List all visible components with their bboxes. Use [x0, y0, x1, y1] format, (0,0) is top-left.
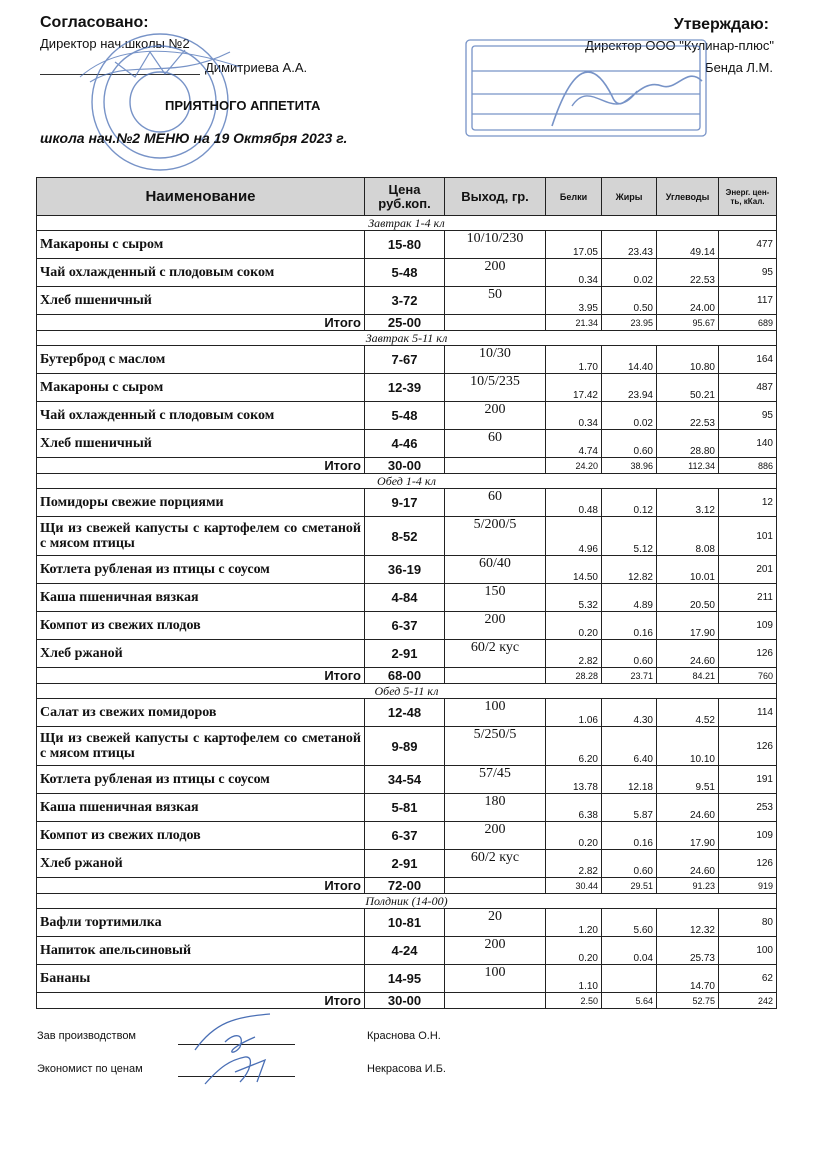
- dish-proteins: 0.34: [546, 402, 602, 430]
- total-output-empty: [445, 668, 546, 684]
- dish-output: 180: [445, 794, 546, 822]
- dish-output: 5/250/5: [445, 727, 546, 766]
- dish-name: Компот из свежих плодов: [37, 612, 365, 640]
- dish-carbs: 17.90: [657, 822, 719, 850]
- total-row: [37, 878, 777, 894]
- table-row: [37, 612, 777, 640]
- dish-price: 4-24: [365, 937, 445, 965]
- dish-proteins: 3.95: [546, 287, 602, 315]
- section-title: Завтрак 1-4 кл: [37, 216, 777, 231]
- dish-proteins: 6.38: [546, 794, 602, 822]
- table-row: [37, 822, 777, 850]
- total-carbs: 112.34: [657, 458, 719, 474]
- dish-fats: 5.60: [602, 909, 657, 937]
- dish-price: 2-91: [365, 640, 445, 668]
- dish-name: Чай охлажденный с плодовым соком: [37, 402, 365, 430]
- dish-output: 60/40: [445, 556, 546, 584]
- total-energy: 242: [719, 993, 777, 1009]
- dish-fats: 23.94: [602, 374, 657, 402]
- dish-carbs: 22.53: [657, 259, 719, 287]
- dish-proteins: 1.70: [546, 346, 602, 374]
- total-carbs: 52.75: [657, 993, 719, 1009]
- dish-name: Вафли тортимилка: [37, 909, 365, 937]
- dish-carbs: 24.60: [657, 640, 719, 668]
- dish-fats: 12.18: [602, 766, 657, 794]
- table-row: [37, 489, 777, 517]
- total-energy: 760: [719, 668, 777, 684]
- table-row: [37, 584, 777, 612]
- table-row: [37, 850, 777, 878]
- dish-energy: 126: [719, 727, 777, 766]
- dish-name: Хлеб ржаной: [37, 640, 365, 668]
- dish-energy: 80: [719, 909, 777, 937]
- total-row: [37, 315, 777, 331]
- dish-carbs: 50.21: [657, 374, 719, 402]
- total-proteins: 28.28: [546, 668, 602, 684]
- company-stamp: [462, 36, 712, 146]
- dish-price: 10-81: [365, 909, 445, 937]
- total-price: 30-00: [365, 458, 445, 474]
- table-row: [37, 699, 777, 727]
- dish-fats: 4.89: [602, 584, 657, 612]
- dish-price: 3-72: [365, 287, 445, 315]
- total-row: [37, 993, 777, 1009]
- dish-output: 100: [445, 965, 546, 993]
- total-fats: 5.64: [602, 993, 657, 1009]
- total-price: 30-00: [365, 993, 445, 1009]
- dish-output: 200: [445, 822, 546, 850]
- dish-fats: [602, 965, 657, 993]
- total-fats: 23.71: [602, 668, 657, 684]
- total-carbs: 91.23: [657, 878, 719, 894]
- total-proteins: 21.34: [546, 315, 602, 331]
- dish-proteins: 5.32: [546, 584, 602, 612]
- dish-carbs: 12.32: [657, 909, 719, 937]
- dish-fats: 0.60: [602, 430, 657, 458]
- dish-name: Напиток апельсиновый: [37, 937, 365, 965]
- dish-name: Помидоры свежие порциями: [37, 489, 365, 517]
- dish-proteins: 0.20: [546, 937, 602, 965]
- dish-name: Котлета рубленая из птицы с соусом: [37, 766, 365, 794]
- dish-name: Чай охлажденный с плодовым соком: [37, 259, 365, 287]
- economist-name: Некрасова И.Б.: [367, 1063, 446, 1075]
- confirmer-name: Бенда Л.М.: [705, 60, 773, 75]
- col-header-proteins: Белки: [546, 178, 602, 216]
- dish-output: 100: [445, 699, 546, 727]
- dish-energy: 62: [719, 965, 777, 993]
- dish-energy: 253: [719, 794, 777, 822]
- dish-proteins: 2.82: [546, 850, 602, 878]
- dish-carbs: 17.90: [657, 612, 719, 640]
- dish-carbs: 10.01: [657, 556, 719, 584]
- total-price: 68-00: [365, 668, 445, 684]
- total-proteins: 2.50: [546, 993, 602, 1009]
- total-label: Итого: [37, 993, 365, 1009]
- dish-name: Хлеб ржаной: [37, 850, 365, 878]
- section-row: [37, 331, 777, 346]
- dish-name: Бутерброд с маслом: [37, 346, 365, 374]
- table-row: [37, 231, 777, 259]
- table-row: [37, 909, 777, 937]
- dish-name: Каша пшеничная вязкая: [37, 794, 365, 822]
- dish-output: 60/2 кус: [445, 850, 546, 878]
- table-header-row: [37, 178, 777, 216]
- production-label: Зав производством: [37, 1030, 136, 1042]
- total-row: [37, 458, 777, 474]
- table-row: [37, 937, 777, 965]
- total-fats: 29.51: [602, 878, 657, 894]
- dish-fats: 0.02: [602, 259, 657, 287]
- total-energy: 689: [719, 315, 777, 331]
- dish-fats: 4.30: [602, 699, 657, 727]
- dish-carbs: 24.60: [657, 794, 719, 822]
- dish-proteins: 4.74: [546, 430, 602, 458]
- table-row: [37, 794, 777, 822]
- dish-carbs: 10.80: [657, 346, 719, 374]
- dish-output: 50: [445, 287, 546, 315]
- section-row: [37, 894, 777, 909]
- dish-price: 8-52: [365, 517, 445, 556]
- dish-output: 10/30: [445, 346, 546, 374]
- section-row: [37, 474, 777, 489]
- section-row: [37, 216, 777, 231]
- dish-fats: 23.43: [602, 231, 657, 259]
- dish-fats: 0.60: [602, 850, 657, 878]
- col-header-name: Наименование: [37, 178, 365, 216]
- dish-name: Каша пшеничная вязкая: [37, 584, 365, 612]
- dish-energy: 477: [719, 231, 777, 259]
- dish-output: 5/200/5: [445, 517, 546, 556]
- dish-name: Хлеб пшеничный: [37, 430, 365, 458]
- dish-energy: 109: [719, 612, 777, 640]
- total-energy: 919: [719, 878, 777, 894]
- col-header-output: Выход, гр.: [445, 178, 546, 216]
- dish-fats: 14.40: [602, 346, 657, 374]
- confirm-heading: Утверждаю:: [673, 16, 769, 33]
- dish-proteins: 0.34: [546, 259, 602, 287]
- footer-signatures: [185, 1012, 295, 1090]
- approved-heading: Согласовано:: [40, 14, 149, 31]
- dish-carbs: 49.14: [657, 231, 719, 259]
- total-label: Итого: [37, 668, 365, 684]
- dish-proteins: 17.05: [546, 231, 602, 259]
- dish-fats: 6.40: [602, 727, 657, 766]
- dish-price: 5-48: [365, 402, 445, 430]
- dish-proteins: 0.20: [546, 822, 602, 850]
- col-header-fats: Жиры: [602, 178, 657, 216]
- dish-carbs: 14.70: [657, 965, 719, 993]
- dish-fats: 0.04: [602, 937, 657, 965]
- dish-proteins: 0.48: [546, 489, 602, 517]
- dish-energy: 95: [719, 259, 777, 287]
- col-header-carbs: Углеводы: [657, 178, 719, 216]
- dish-output: 10/5/235: [445, 374, 546, 402]
- table-row: [37, 402, 777, 430]
- dish-output: 60: [445, 430, 546, 458]
- dish-fats: 0.12: [602, 489, 657, 517]
- dish-proteins: 2.82: [546, 640, 602, 668]
- total-row: [37, 668, 777, 684]
- dish-carbs: 8.08: [657, 517, 719, 556]
- dish-name: Бананы: [37, 965, 365, 993]
- confirmer-position: Директор ООО "Кулинар-плюс": [585, 38, 774, 53]
- dish-output: 20: [445, 909, 546, 937]
- dish-name: Компот из свежих плодов: [37, 822, 365, 850]
- col-header-energy: Энерг. цен-ть, кКал.: [719, 178, 777, 216]
- dish-price: 5-48: [365, 259, 445, 287]
- dish-proteins: 0.20: [546, 612, 602, 640]
- dish-price: 6-37: [365, 822, 445, 850]
- dish-carbs: 25.73: [657, 937, 719, 965]
- economist-label: Экономист по ценам: [37, 1063, 143, 1075]
- dish-proteins: 1.06: [546, 699, 602, 727]
- section-title: Завтрак 5-11 кл: [37, 331, 777, 346]
- dish-price: 34-54: [365, 766, 445, 794]
- total-fats: 38.96: [602, 458, 657, 474]
- section-row: [37, 684, 777, 699]
- dish-price: 4-46: [365, 430, 445, 458]
- dish-fats: 12.82: [602, 556, 657, 584]
- dish-energy: 117: [719, 287, 777, 315]
- table-row: [37, 346, 777, 374]
- dish-output: 200: [445, 259, 546, 287]
- section-title: Обед 1-4 кл: [37, 474, 777, 489]
- dish-fats: 5.12: [602, 517, 657, 556]
- total-output-empty: [445, 993, 546, 1009]
- dish-price: 12-48: [365, 699, 445, 727]
- dish-output: 150: [445, 584, 546, 612]
- dish-energy: 201: [719, 556, 777, 584]
- table-row: [37, 766, 777, 794]
- total-label: Итого: [37, 458, 365, 474]
- dish-price: 36-19: [365, 556, 445, 584]
- dish-output: 200: [445, 402, 546, 430]
- total-carbs: 95.67: [657, 315, 719, 331]
- dish-proteins: 4.96: [546, 517, 602, 556]
- dish-carbs: 20.50: [657, 584, 719, 612]
- dish-price: 9-89: [365, 727, 445, 766]
- dish-price: 7-67: [365, 346, 445, 374]
- dish-output: 57/45: [445, 766, 546, 794]
- table-row: [37, 259, 777, 287]
- dish-energy: 211: [719, 584, 777, 612]
- dish-output: 200: [445, 612, 546, 640]
- total-energy: 886: [719, 458, 777, 474]
- total-carbs: 84.21: [657, 668, 719, 684]
- dish-proteins: 13.78: [546, 766, 602, 794]
- dish-output: 60/2 кус: [445, 640, 546, 668]
- total-fats: 23.95: [602, 315, 657, 331]
- table-row: [37, 556, 777, 584]
- table-row: [37, 640, 777, 668]
- bon-appetit-title: ПРИЯТНОГО АППЕТИТА: [165, 98, 321, 113]
- dish-carbs: 24.00: [657, 287, 719, 315]
- dish-name: Щи из свежей капусты с картофелем со сметаной с мясом птицы: [37, 517, 365, 556]
- dish-name: Щи из свежей капусты с картофелем со сметаной с мясом птицы: [37, 727, 365, 766]
- dish-price: 2-91: [365, 850, 445, 878]
- total-price: 25-00: [365, 315, 445, 331]
- dish-carbs: 22.53: [657, 402, 719, 430]
- dish-price: 6-37: [365, 612, 445, 640]
- section-title: Полдник (14-00): [37, 894, 777, 909]
- dish-energy: 126: [719, 850, 777, 878]
- dish-energy: 101: [719, 517, 777, 556]
- menu-title: школа нач.№2 МЕНЮ на 19 Октября 2023 г.: [40, 130, 348, 146]
- dish-energy: 487: [719, 374, 777, 402]
- dish-carbs: 3.12: [657, 489, 719, 517]
- table-row: [37, 287, 777, 315]
- dish-energy: 109: [719, 822, 777, 850]
- dish-energy: 164: [719, 346, 777, 374]
- table-row: [37, 374, 777, 402]
- dish-price: 15-80: [365, 231, 445, 259]
- table-row: [37, 517, 777, 556]
- dish-fats: 0.16: [602, 612, 657, 640]
- dish-name: Макароны с сыром: [37, 231, 365, 259]
- dish-price: 14-95: [365, 965, 445, 993]
- section-title: Обед 5-11 кл: [37, 684, 777, 699]
- dish-output: 10/10/230: [445, 231, 546, 259]
- dish-carbs: 4.52: [657, 699, 719, 727]
- dish-price: 5-81: [365, 794, 445, 822]
- dish-name: Салат из свежих помидоров: [37, 699, 365, 727]
- menu-table: [36, 177, 777, 1009]
- dish-energy: 140: [719, 430, 777, 458]
- table-row: [37, 965, 777, 993]
- table-row: [37, 430, 777, 458]
- approver-name: Димитриева А.А.: [205, 60, 308, 75]
- dish-fats: 0.60: [602, 640, 657, 668]
- total-label: Итого: [37, 315, 365, 331]
- dish-proteins: 1.20: [546, 909, 602, 937]
- dish-output: 60: [445, 489, 546, 517]
- dish-energy: 95: [719, 402, 777, 430]
- total-label: Итого: [37, 878, 365, 894]
- dish-carbs: 9.51: [657, 766, 719, 794]
- dish-proteins: 1.10: [546, 965, 602, 993]
- dish-proteins: 6.20: [546, 727, 602, 766]
- table-row: [37, 727, 777, 766]
- dish-proteins: 17.42: [546, 374, 602, 402]
- dish-fats: 0.16: [602, 822, 657, 850]
- dish-price: 9-17: [365, 489, 445, 517]
- production-name: Краснова О.Н.: [367, 1030, 441, 1042]
- dish-output: 200: [445, 937, 546, 965]
- dish-carbs: 10.10: [657, 727, 719, 766]
- dish-energy: 126: [719, 640, 777, 668]
- dish-proteins: 14.50: [546, 556, 602, 584]
- dish-price: 12-39: [365, 374, 445, 402]
- total-output-empty: [445, 458, 546, 474]
- dish-energy: 191: [719, 766, 777, 794]
- total-proteins: 30.44: [546, 878, 602, 894]
- dish-fats: 0.02: [602, 402, 657, 430]
- dish-carbs: 24.60: [657, 850, 719, 878]
- dish-energy: 100: [719, 937, 777, 965]
- dish-name: Макароны с сыром: [37, 374, 365, 402]
- dish-carbs: 28.80: [657, 430, 719, 458]
- approver-position: Директор нач.школы №2: [40, 36, 190, 51]
- total-output-empty: [445, 878, 546, 894]
- col-header-price: Цена руб.коп.: [365, 178, 445, 216]
- dish-name: Котлета рубленая из птицы с соусом: [37, 556, 365, 584]
- total-price: 72-00: [365, 878, 445, 894]
- dish-energy: 114: [719, 699, 777, 727]
- dish-name: Хлеб пшеничный: [37, 287, 365, 315]
- dish-price: 4-84: [365, 584, 445, 612]
- total-output-empty: [445, 315, 546, 331]
- total-proteins: 24.20: [546, 458, 602, 474]
- dish-energy: 12: [719, 489, 777, 517]
- dish-fats: 5.87: [602, 794, 657, 822]
- dish-fats: 0.50: [602, 287, 657, 315]
